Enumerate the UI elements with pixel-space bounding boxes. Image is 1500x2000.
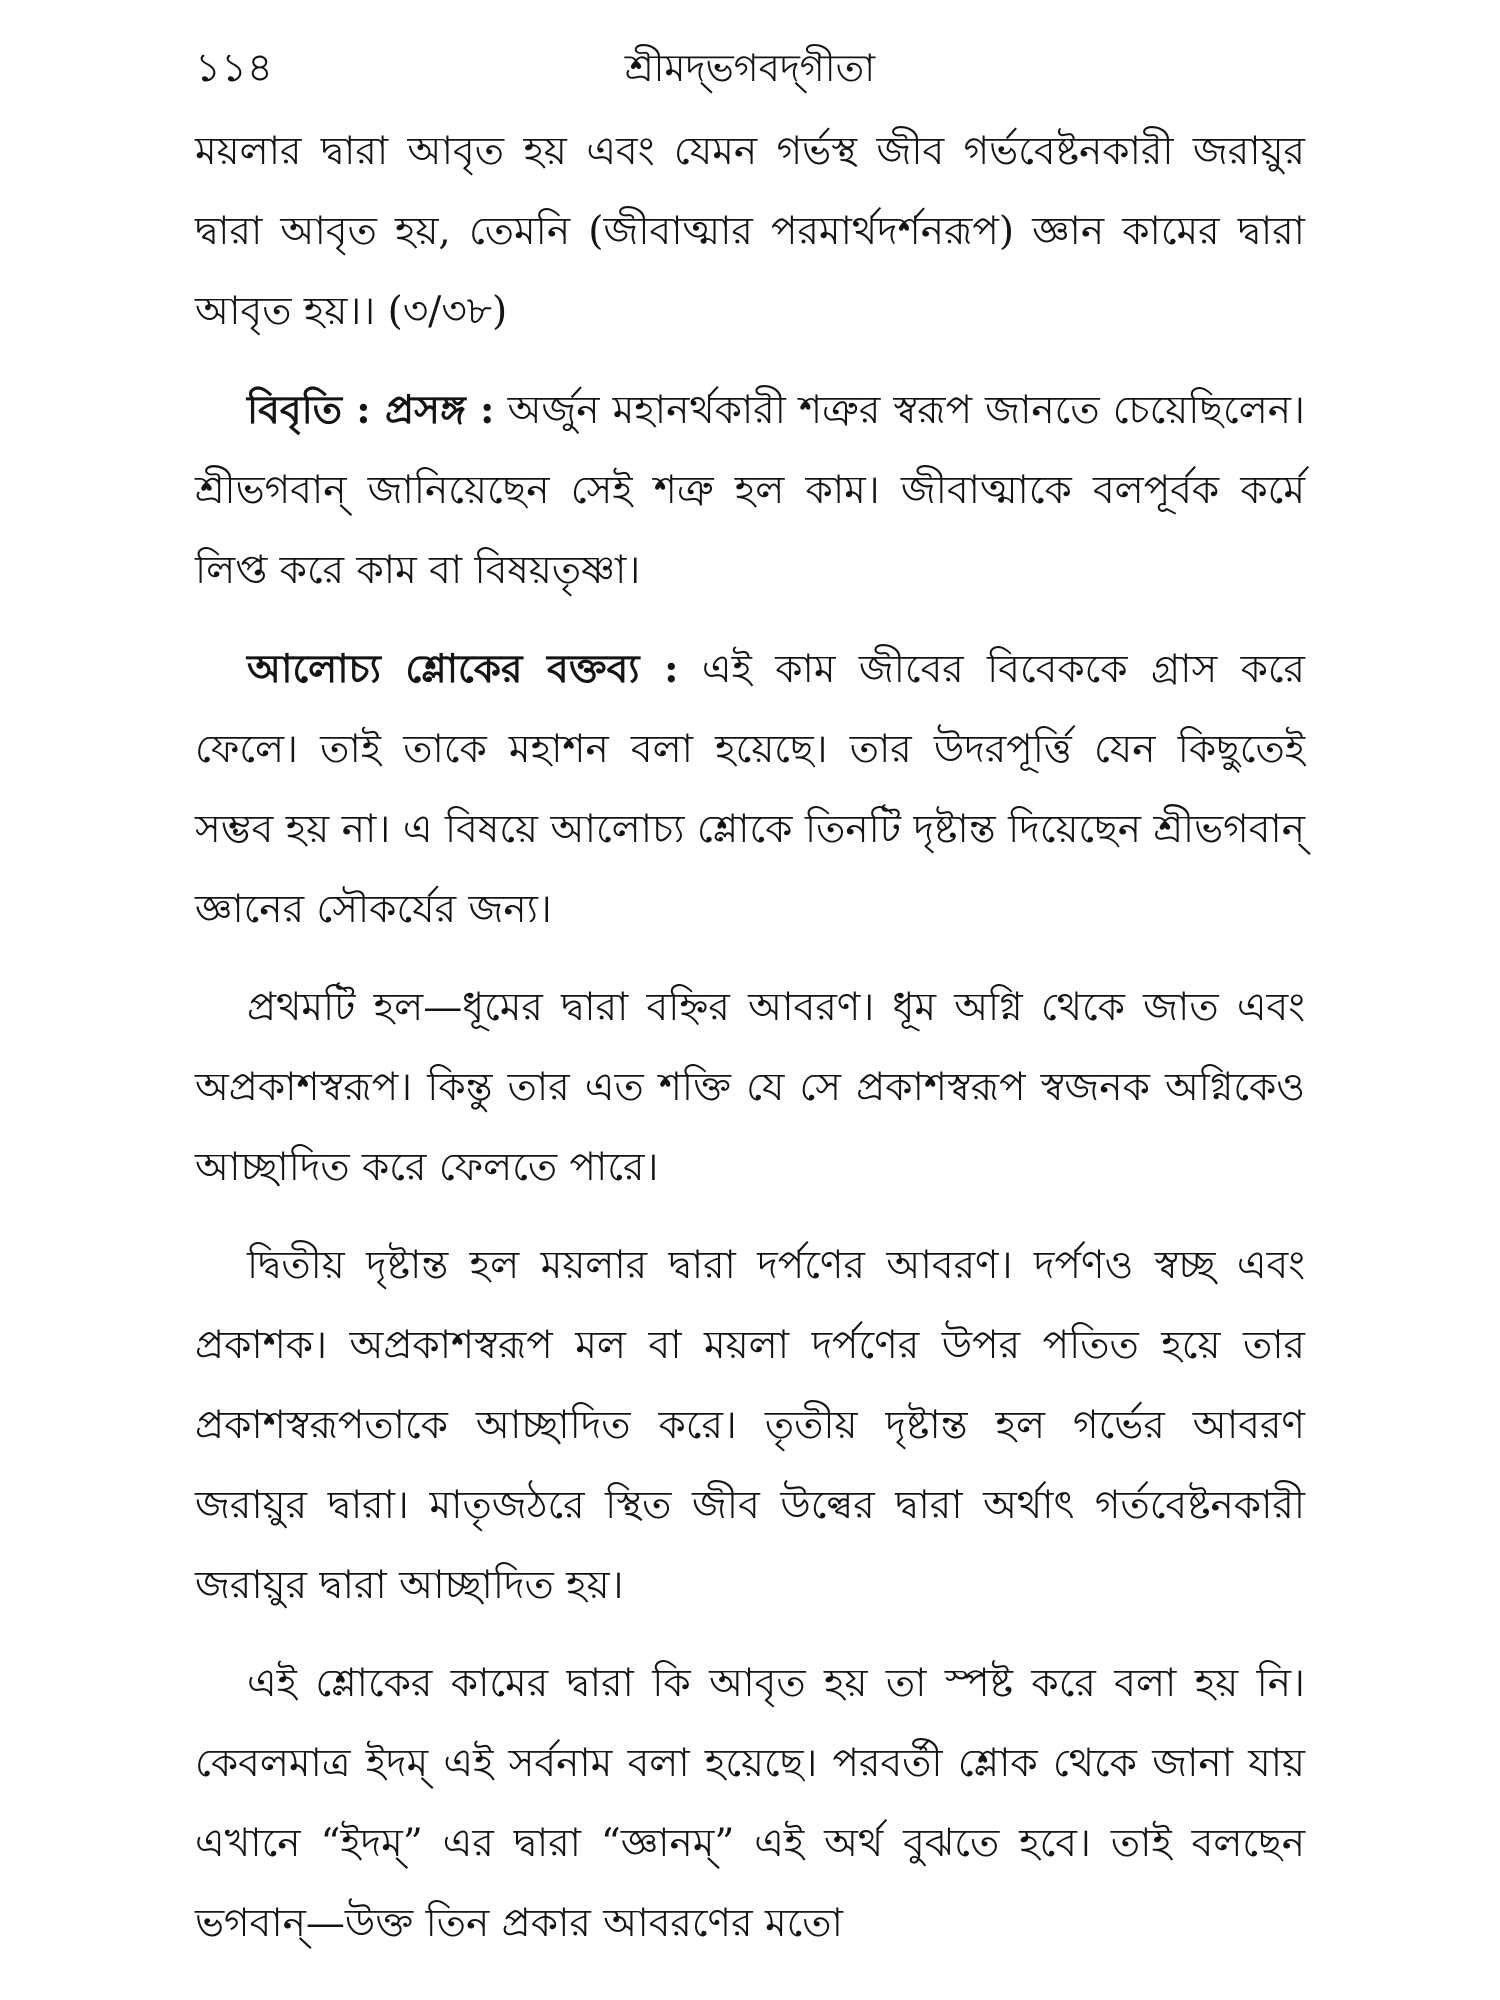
body-text bbox=[195, 112, 1305, 1982]
paragraph-text: প্রথমটি হল—ধূমের দ্বারা বহ্নির আবরণ। ধূম অগ্নি থেকে জাত এবং অপ্রকাশস্বরূপ। কিন্তু তার এত শক্তি যে সে প্রকাশস্বরূপ স্বজনক অগ্নিকেও আচ্ছাদিত করে ফেলতে পারে। bbox=[195, 985, 1305, 1190]
paragraph-explanation bbox=[195, 1644, 1305, 1964]
paragraph-heading: বিবৃতি : প্রসঙ্গ : bbox=[247, 387, 495, 433]
running-header bbox=[195, 38, 1305, 98]
paragraph-first-example bbox=[195, 968, 1305, 1208]
paragraph-text: ময়লার দ্বারা আবৃত হয় এবং যেমন গর্ভস্থ জীব গর্ভবেষ্টনকারী জরায়ুর দ্বারা আবৃত হয়, তেমনি (জীবাত্মার পরমার্থদর্শনরূপ) জ্ঞান কামের দ্বারা আবৃত হয়।। (৩/৩৮) bbox=[195, 129, 1305, 334]
paragraph-text: অর্জুন মহানর্থকারী শত্রুর স্বরূপ জানতে চেয়েছিলেন। শ্রীভগবান্‌ জানিয়েছেন সেই শত্রু হল কাম। জীবাত্মাকে বলপূর্বক কর্মে লিপ্ত করে কাম বা বিষয়তৃষ্ণা। bbox=[195, 388, 1305, 593]
paragraph-verse-meaning bbox=[195, 629, 1305, 950]
paragraph-text: এই কাম জীবের বিবেককে গ্রাস করে ফেলে। তাই তাকে মহাশন বলা হয়েছে। তার উদরপূর্ত্তি যেন কিছুতেই সম্ভব হয় না। এ বিষয়ে আলোচ্য শ্লোকে তিনটি দৃষ্টান্ত দিয়েছেন শ্রীভগবান্‌ জ্ঞানের সৌকর্যের জন্য। bbox=[195, 647, 1306, 932]
paragraph-text: দ্বিতীয় দৃষ্টান্ত হল ময়লার দ্বারা দর্পণের আবরণ। দর্পণও স্বচ্ছ এবং প্রকাশক। অপ্রকাশস্বরূপ মল বা ময়লা দর্পণের উপর পতিত হয়ে তার প্রকাশস্বরূপতাকে আচ্ছাদিত করে। তৃতীয় দৃষ্টান্ত হল গর্ভের আবরণ জরায়ুর দ্বারা। মাতৃজঠরে স্থিত জীব উল্বের দ্বারা অর্থাৎ গর্তবেষ্টনকারী জরায়ুর দ্বারা আচ্ছাদিত হয়। bbox=[195, 1243, 1305, 1608]
paragraph-heading: আলোচ্য শ্লোকের বক্তব্য : bbox=[247, 646, 679, 692]
paragraph-second-third-example bbox=[195, 1226, 1305, 1626]
paragraph-context bbox=[195, 370, 1305, 611]
page-number: ১১৪ bbox=[195, 45, 273, 91]
paragraph-text: এই শ্লোকের কামের দ্বারা কি আবৃত হয় তা স্পষ্ট করে বলা হয় নি। কেবলমাত্র ইদম্‌ এই সর্বনাম বলা হয়েছে। পরবর্তী শ্লোক থেকে জানা যায় এখানে “ইদম্‌” এর দ্বারা “জ্ঞানম্‌” এই অর্থ বুঝতে হবে। তাই বলছেন ভগবান্‌—উক্ত তিন প্রকার আবরণের মতো bbox=[195, 1661, 1305, 1946]
paragraph-continuation bbox=[195, 112, 1305, 352]
running-title: শ্রীমদ্‌ভগবদ্‌গীতা bbox=[624, 46, 876, 90]
